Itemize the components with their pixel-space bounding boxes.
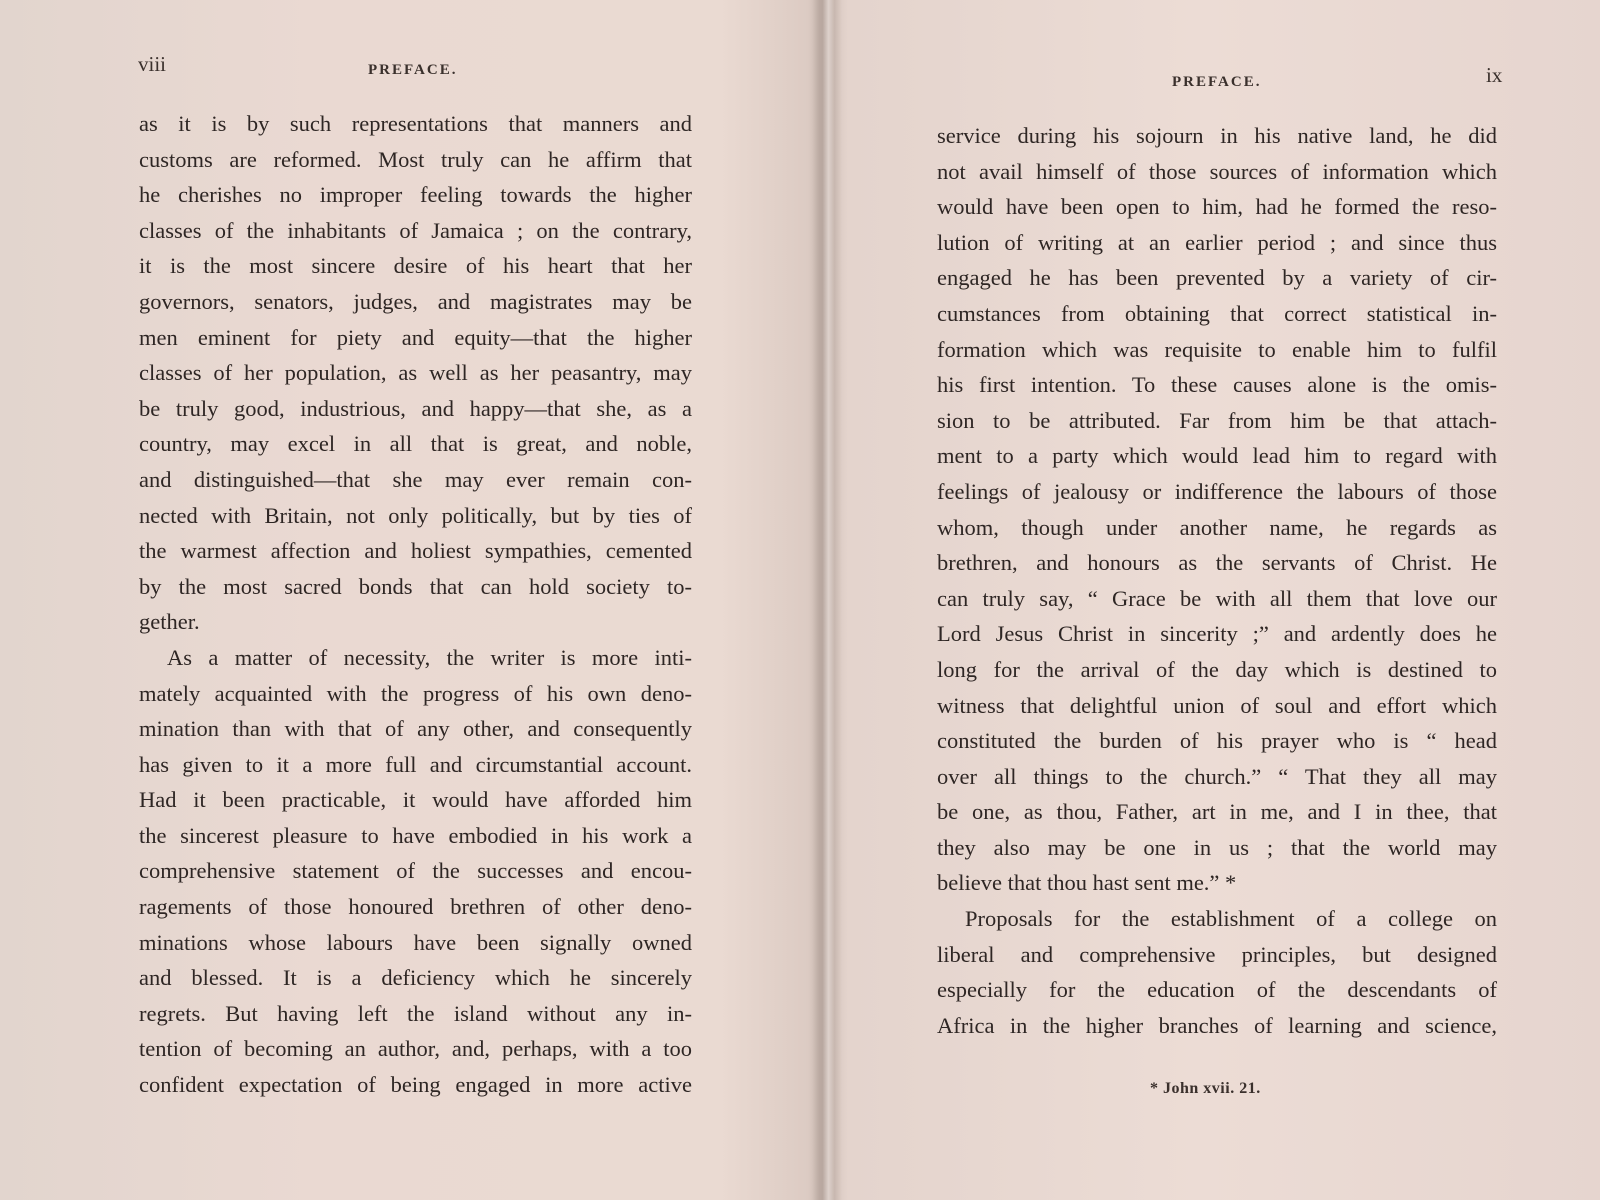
text-line: cumstances from obtaining that correct statistical in- — [937, 300, 1497, 326]
text-line: confident expectation of being engaged in more active — [139, 1072, 692, 1098]
text-line: has given to it a more full and circumstantial account. — [139, 751, 692, 777]
text-line: by the most sacred bonds that can hold society to- — [139, 573, 692, 599]
text-line: service during his sojourn in his native land, he did — [937, 123, 1497, 148]
text-line: men eminent for piety and equity—that the higher — [139, 324, 692, 350]
text-line: lution of writing at an earlier period ; and since thus — [937, 229, 1497, 255]
book-gutter — [812, 0, 842, 1200]
text-line: the warmest affection and holiest sympathies, cemented — [139, 538, 692, 564]
text-line: Proposals for the establishment of a college on — [965, 906, 1497, 932]
footnote: * John xvii. 21. — [1150, 1080, 1261, 1097]
body-text — [937, 118, 1497, 1043]
page-number: ix — [1486, 63, 1503, 87]
text-line: Lord Jesus Christ in sincerity ;” and ardently does he — [937, 621, 1497, 647]
text-line: whom, though under another name, he regards as — [937, 514, 1497, 540]
text-line: believe that thou hast sent me.” * — [937, 870, 1237, 896]
text-line: engaged he has been prevented by a variety of cir- — [937, 265, 1497, 291]
text-line: Had it been practicable, it would have afforded him — [139, 787, 692, 813]
text-line: brethren, and honours as the servants of Christ. He — [937, 550, 1497, 576]
text-line: sion to be attributed. Far from him be that attach- — [937, 407, 1497, 433]
running-title: PREFACE. — [1172, 74, 1262, 90]
text-line: long for the arrival of the day which is destined to — [937, 656, 1497, 682]
text-line: gether. — [139, 609, 200, 635]
text-line: over all things to the church.” “ That they all may — [937, 763, 1497, 789]
body-text — [139, 106, 692, 1103]
text-line: customs are reformed. Most truly can he affirm that — [139, 146, 692, 172]
right-page — [845, 0, 1600, 1200]
text-line: it is the most sincere desire of his heart that her — [139, 253, 692, 279]
text-line: classes of the inhabitants of Jamaica ; on the contrary, — [139, 217, 692, 243]
text-line: the sincerest pleasure to have embodied in his work a — [139, 822, 692, 848]
text-line: can truly say, “ Grace be with all them that love our — [937, 585, 1497, 611]
text-line: liberal and comprehensive principles, but designed — [937, 941, 1497, 967]
text-line: Africa in the higher branches of learning and science, — [937, 1012, 1497, 1038]
text-line: ment to a party which would lead him to regard with — [937, 443, 1497, 469]
text-line: be one, as thou, Father, art in me, and I in thee, that — [937, 799, 1497, 825]
text-line: regrets. But having left the island without any in- — [139, 1000, 692, 1026]
text-line: constituted the burden of his prayer who is “ head — [937, 728, 1497, 754]
text-line: country, may excel in all that is great, and noble, — [139, 431, 692, 457]
text-line: his first intention. To these causes alone is the omis- — [937, 372, 1497, 398]
text-line: would have been open to him, had he formed the reso- — [937, 194, 1497, 220]
text-line: formation which was requisite to enable him to fulfil — [937, 336, 1497, 362]
text-line: and blessed. It is a deficiency which he sincerely — [139, 965, 692, 991]
page-number: viii — [138, 52, 167, 76]
text-line: mately acquainted with the progress of his own deno- — [139, 680, 692, 706]
text-line: mination than with that of any other, and consequently — [139, 716, 692, 742]
text-line: witness that delightful union of soul and effort which — [937, 692, 1497, 718]
text-line: not avail himself of those sources of information which — [937, 158, 1497, 184]
text-line: he cherishes no improper feeling towards the higher — [139, 182, 692, 208]
text-line: nected with Britain, not only politically, but by ties of — [139, 502, 692, 528]
text-line: tention of becoming an author, and, perhaps, with a too — [139, 1036, 692, 1062]
text-line: governors, senators, judges, and magistrates may be — [139, 288, 692, 314]
running-title: PREFACE. — [368, 62, 458, 78]
text-line: ragements of those honoured brethren of other deno- — [139, 894, 692, 920]
text-line: and distinguished—that she may ever remain con- — [139, 466, 692, 492]
text-line: feelings of jealousy or indifference the labours of those — [937, 478, 1497, 504]
text-line: as it is by such representations that manners and — [139, 111, 692, 136]
text-line: be truly good, industrious, and happy—that she, as a — [139, 395, 692, 421]
text-line: especially for the education of the descendants of — [937, 977, 1497, 1003]
text-line: minations whose labours have been signally owned — [139, 929, 692, 955]
text-line: As a matter of necessity, the writer is more inti- — [167, 644, 692, 670]
text-line: comprehensive statement of the successes and encou- — [139, 858, 692, 884]
text-line: they also may be one in us ; that the world may — [937, 834, 1497, 860]
text-line: classes of her population, as well as her peasantry, may — [139, 360, 692, 386]
